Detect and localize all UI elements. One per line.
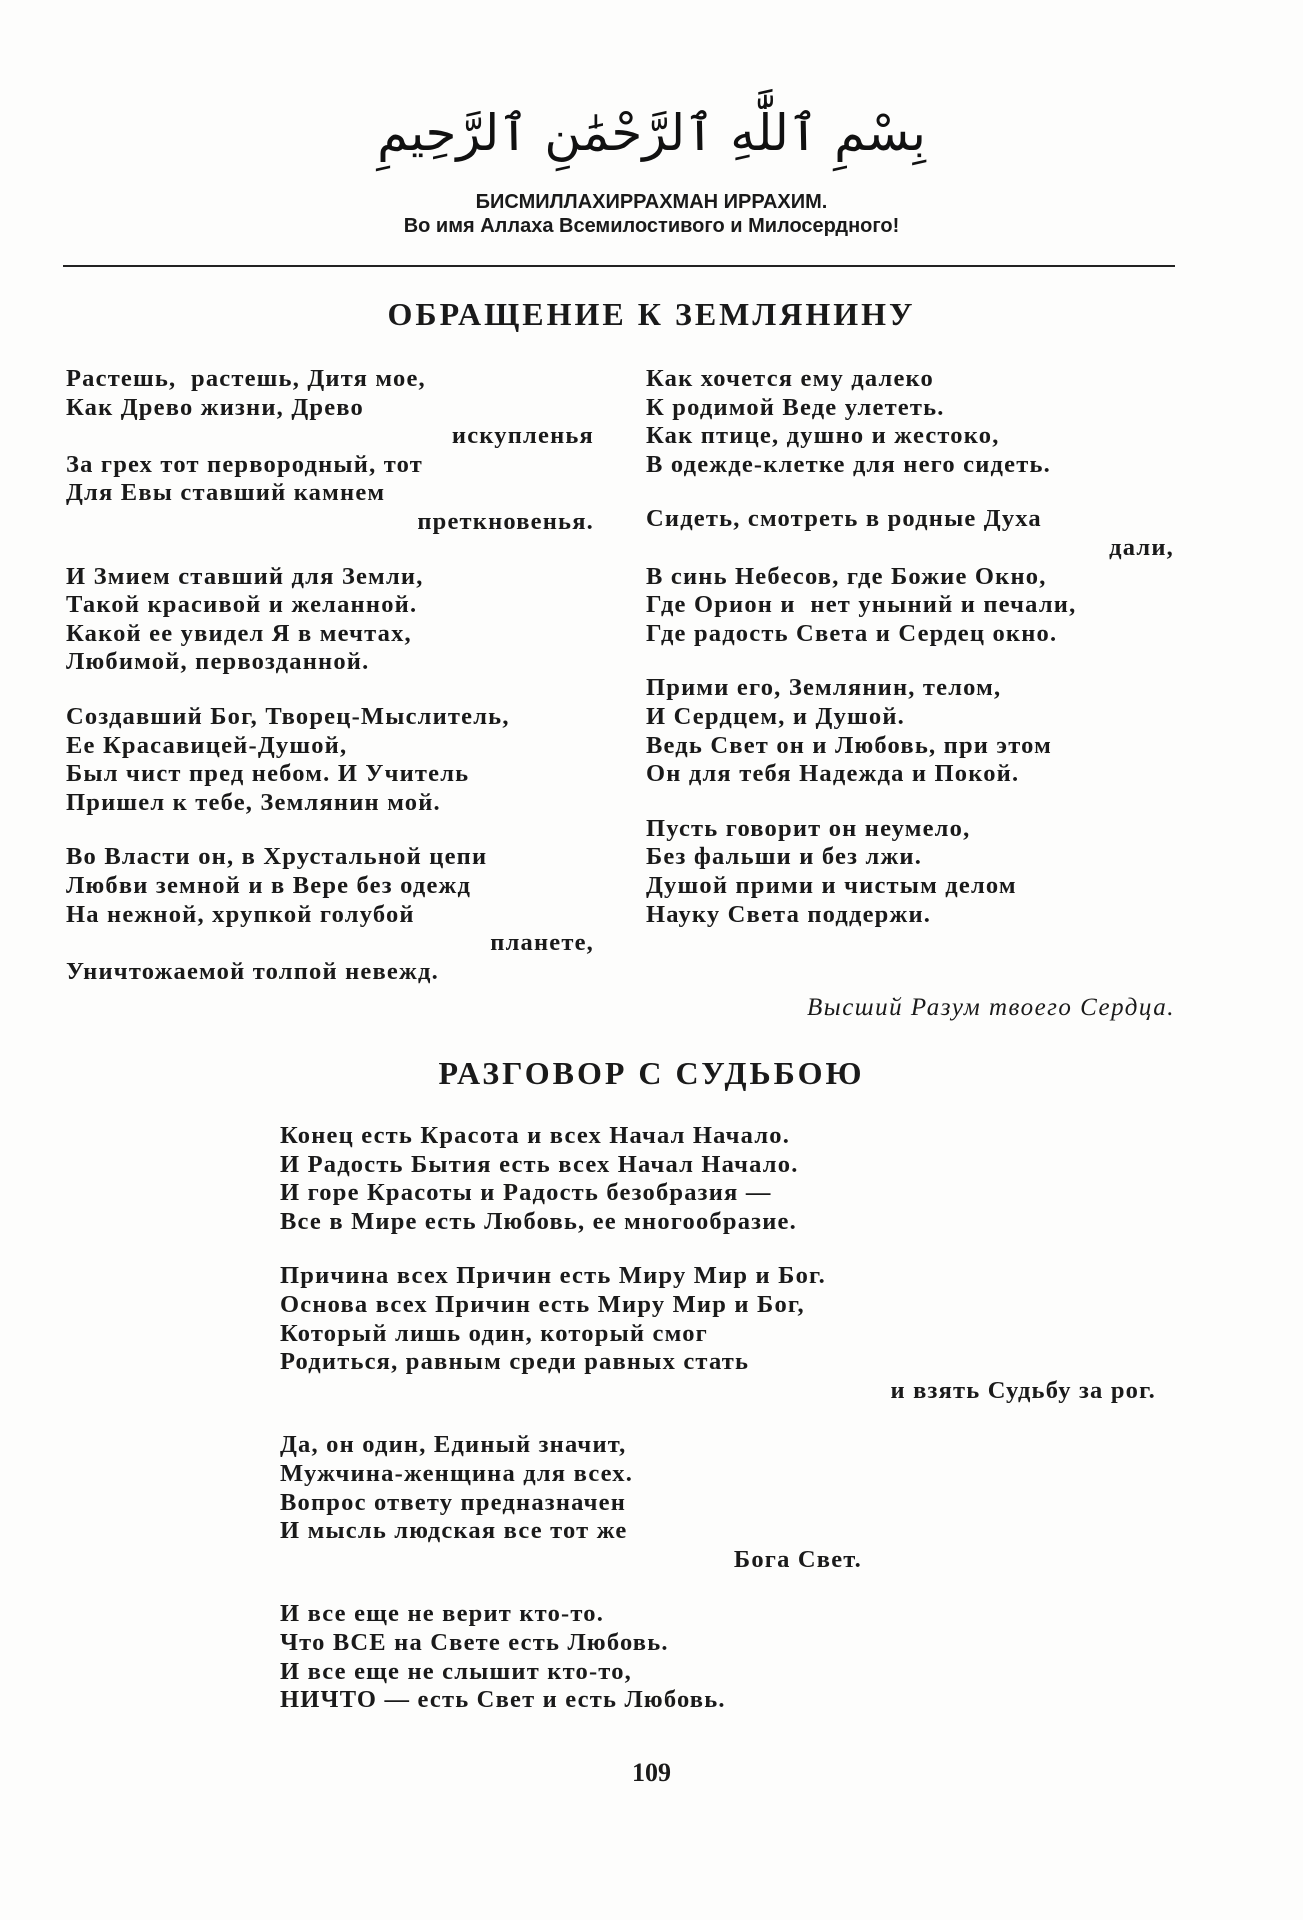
poem-line: И все еще не слышит кто-то, — [280, 1657, 632, 1685]
poem-line: Что ВСЕ на Свете есть Любовь. — [280, 1628, 669, 1656]
stanza — [646, 365, 1174, 479]
poem-line: Родиться, равным среди равных стать — [280, 1348, 750, 1376]
poem-line: Ее Красавицей-Душой, — [66, 731, 348, 759]
poem1-signature: Высший Разум твоего Сердца. — [807, 994, 1175, 1021]
poem-line: За грех тот первородный, тот — [66, 450, 423, 478]
header-subtitle-line: Во имя Аллаха Всемилостивого и Милосердного! — [403, 215, 900, 237]
page-number: 109 — [632, 1758, 671, 1787]
poem-line: В одежде-клетке для него сидеть. — [646, 450, 1051, 478]
poem-line: преткновенья. — [417, 507, 594, 535]
poem-line: Любимой, первозданной. — [66, 648, 370, 676]
poem-line: Как птице, душно и жестоко, — [646, 422, 1000, 450]
poem-line: Основа всех Причин есть Миру Мир и Бог, — [280, 1290, 805, 1318]
poem-line: Без фальши и без лжи. — [646, 843, 923, 871]
stanza — [646, 815, 1174, 929]
poem-line: К родимой Веде улететь. — [646, 393, 945, 421]
poem-line: И Радость Бытия есть всех Начал Начало. — [280, 1150, 799, 1178]
stanza — [66, 703, 594, 817]
poem-line: Такой красивой и желанной. — [66, 591, 418, 619]
poem-line: Для Евы ставший камнем — [66, 479, 386, 507]
poem-line: Пришел к тебе, Землянин мой. — [66, 788, 441, 816]
poem-line: Пусть говорит он неумело, — [646, 814, 971, 842]
poem-line: Какой ее увидел Я в мечтах, — [66, 619, 412, 647]
poem1-left-column — [66, 365, 594, 1012]
poem-line: Любви земной и в Вере без одежд — [66, 871, 472, 899]
poem1-right-column — [646, 365, 1174, 955]
poem-line: Он для тебя Надежда и Покой. — [646, 760, 1020, 788]
bismillah-calligraphy: بِسْمِ ٱللَّٰهِ ٱلرَّحْمَٰنِ ٱلرَّحِيمِ — [377, 104, 926, 162]
poem1-title: ОБРАЩЕНИЕ К ЗЕМЛЯНИНУ — [387, 296, 916, 332]
poem-line: Прими его, Землянин, телом, — [646, 674, 1002, 702]
poem-line: Создавший Бог, Творец-Мыслитель, — [66, 702, 510, 730]
poem-line: Причина всех Причин есть Миру Мир и Бог. — [280, 1262, 826, 1290]
poem-line: И Змием ставший для Земли, — [66, 562, 424, 590]
poem-line: Как Древо жизни, Древо — [66, 393, 365, 421]
poem-line: Все в Мире есть Любовь, ее многообразие. — [280, 1207, 797, 1235]
poem-line: Сидеть, смотреть в родные Духа — [646, 505, 1042, 533]
poem-line: Да, он один, Единый значит, — [280, 1431, 627, 1459]
poem2-body — [280, 1122, 1156, 1741]
poem-line: На нежной, хрупкой голубой — [66, 900, 415, 928]
poem-line: Растешь, растешь, Дитя мое, — [66, 365, 426, 392]
poem-line: Мужчина-женщина для всех. — [280, 1459, 634, 1487]
poem-line: В синь Небесов, где Божие Окно, — [646, 562, 1047, 590]
stanza — [280, 1431, 862, 1574]
stanza — [280, 1600, 1156, 1714]
stanza — [280, 1122, 1156, 1236]
header-block — [0, 190, 1303, 238]
poem-line: Конец есть Красота и всех Начал Начало. — [280, 1122, 791, 1149]
poem-line: Как хочется ему далеко — [646, 365, 935, 392]
stanza — [646, 505, 1174, 648]
stanza — [66, 365, 594, 537]
stanza — [280, 1262, 1156, 1405]
poem-line: И мысль людская все тот же — [280, 1517, 628, 1545]
poem-line: Душой прими и чистым делом — [646, 871, 1017, 899]
header-title-line: БИСМИЛЛАХИРРАХМАН ИРРАХИМ. — [475, 191, 828, 213]
poem-line: и взять Судьбу за рог. — [890, 1376, 1156, 1404]
stanza — [66, 563, 594, 677]
poem-line: Где радость Света и Сердец окно. — [646, 619, 1058, 647]
poem-line: Где Орион и нет уныний и печали, — [646, 591, 1077, 619]
poem-line: И все еще не верит кто-то. — [280, 1600, 605, 1628]
poem-line: Ведь Свет он и Любовь, при этом — [646, 731, 1052, 759]
poem-line: Уничтожаемой толпой невежд. — [66, 957, 439, 985]
poem-line: И Сердцем, и Душой. — [646, 702, 905, 730]
poem2-title: РАЗГОВОР С СУДЬБОЮ — [438, 1055, 865, 1091]
poem-line: Науку Света поддержи. — [646, 900, 932, 928]
poem-line: искупленья — [451, 422, 594, 450]
header-divider — [63, 265, 1175, 267]
poem-line: Во Власти он, в Хрустальной цепи — [66, 843, 488, 871]
poem-line: дали, — [1109, 533, 1174, 561]
stanza — [66, 843, 594, 986]
poem-line: Был чист пред небом. И Учитель — [66, 760, 470, 788]
poem-line: НИЧТО — есть Свет и есть Любовь. — [280, 1686, 726, 1714]
poem-line: Который лишь один, который смог — [280, 1319, 708, 1347]
poem-line: И горе Красоты и Радость безобразия — — [280, 1179, 772, 1207]
stanza — [646, 674, 1174, 788]
poem-line: Вопрос ответу предназначен — [280, 1488, 627, 1516]
poem-line: планете, — [490, 929, 594, 957]
poem-line: Бога Свет. — [733, 1545, 862, 1573]
